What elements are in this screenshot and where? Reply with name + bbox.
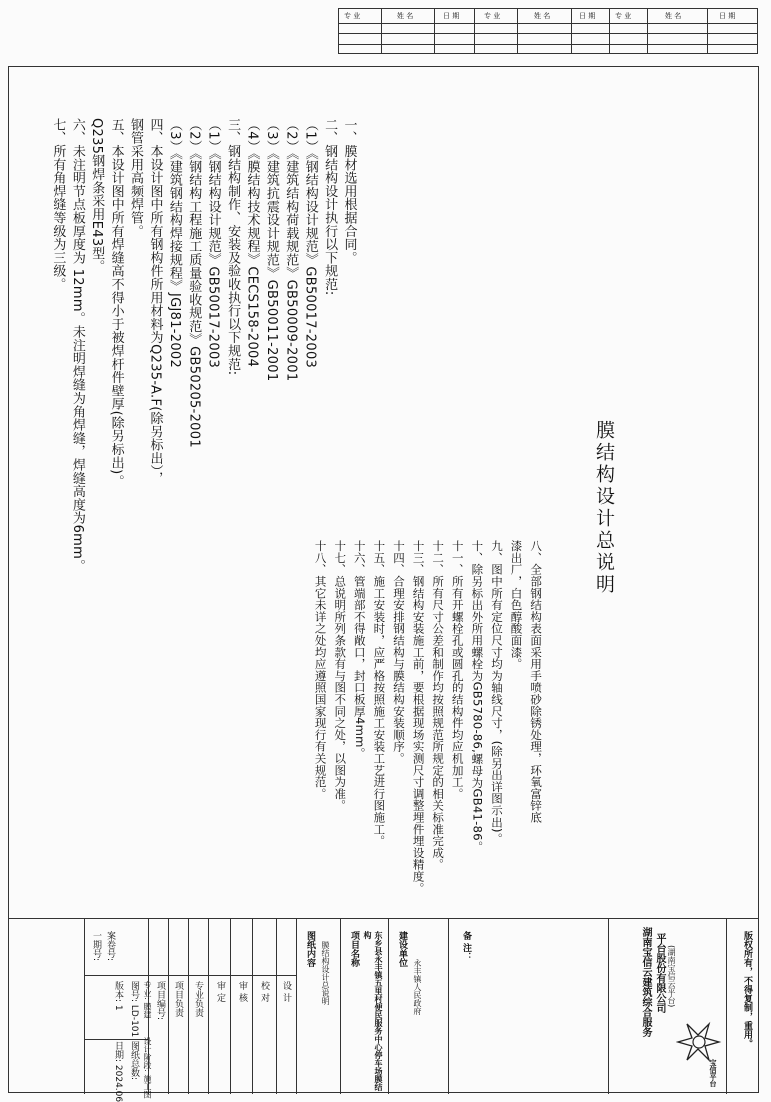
note-line: 十四、合理安排钢结构与膜结构安装顺序。	[391, 540, 406, 765]
phase-label: 一期号:	[91, 931, 101, 962]
note-line: 十五、施工安装时，应严格按照施工安装工艺进行图施工。	[372, 540, 387, 847]
note-line: 十八、其它未详之处均应遵照国家现行有关规范。	[313, 540, 328, 800]
company-sub: (湖南宝信云平台)	[667, 945, 676, 1008]
title-block	[8, 918, 759, 1102]
file-no-label: 案卷号:	[105, 931, 115, 962]
role-label: 审 定	[215, 981, 225, 1002]
note-line: 钢管采用高频焊管。	[128, 118, 144, 238]
drawing-total: 图纸总数:	[129, 1041, 139, 1081]
note-line: 漆出厂，白色醇酸面漆。	[509, 540, 524, 670]
sig-header: 专 业	[484, 12, 501, 20]
sig-header: 专 业	[344, 12, 361, 20]
note-line: 九、图中所有定位尺寸均为轴线尺寸，(除另出详图示出)。	[489, 540, 504, 845]
logo-text: 宝信平台	[709, 1059, 717, 1087]
owner-label: 建设单位	[397, 931, 407, 967]
project-no-label: 项目编号:	[155, 981, 165, 1021]
date: 日期: 2024.06	[113, 1041, 123, 1102]
note-line: 二、钢结构设计执行以下规范:	[322, 118, 338, 296]
note-line: 十一、所有开螺栓孔或圆孔的结构件均应机加工。	[450, 540, 465, 800]
design-stage: 设计阶段: 施工图	[143, 1037, 152, 1099]
note-line: 五、本设计图中所有焊缝高不得小于被焊杆件壁厚(除另标出)。	[108, 118, 124, 488]
note-line: （3）《建筑钢结构焊接规程》JGJ81-2002	[166, 118, 182, 369]
note-line: 十三、钢结构安装施工前，要根据现场实测尺寸调整埋件埋设精度。	[411, 540, 426, 894]
drawing-value: 膜结构设计总说明	[321, 941, 330, 1005]
note-line: 七、所有角焊缝等级为三级。	[50, 118, 66, 291]
note-line: （1）《钢结构设计规范》GB50017-2003	[205, 118, 221, 369]
note-line: （4）《膜结构技术规程》CECS158-2004	[244, 118, 260, 368]
copyright: 版权所有，不得复制，重用。	[742, 931, 752, 1048]
specialty-lead-label: 专业负责	[193, 981, 203, 1017]
note-line: 三、钢结构制作、安装及验收执行以下规范:	[225, 118, 241, 376]
note-line: （1）《钢结构设计规范》GB50017-2003	[302, 118, 318, 369]
signature-table	[338, 8, 758, 54]
note-line: 十二、所有尺寸公差和制作均按照规范所规定的相关标准完成。	[431, 540, 446, 871]
specialty: 专业: 膜建	[143, 981, 152, 1019]
sig-header: 专 业	[615, 12, 632, 20]
sig-header: 日 期	[719, 12, 736, 20]
page-title: 膜结构设计总说明	[593, 420, 615, 596]
role-label: 审 核	[237, 981, 247, 1002]
note-line: （3）《建筑抗震设计规范》GB50011-2001	[263, 118, 279, 382]
note-line: 一、膜材选用根据合同。	[341, 118, 357, 265]
note-line: Q235钢焊条采用E43型。	[89, 118, 105, 274]
notes-right	[310, 540, 545, 910]
owner-value: 永丰镇人民政府	[413, 959, 422, 1015]
project-lead-label: 项目负责	[173, 981, 183, 1017]
company-name-2: 平台股份有限公司	[654, 933, 665, 1013]
role-label: 设 计	[281, 981, 291, 1002]
note-line: 四、本设计图中所有钢构件所用材料为Q235-A.F(除另标出），	[147, 118, 163, 485]
version: 版本: 1	[113, 981, 123, 1011]
role-label: 校 对	[259, 981, 269, 1002]
sig-header: 日 期	[579, 12, 596, 20]
sig-header: 日 期	[443, 12, 460, 20]
note-line: 十六、管端部不得敞口，封口板厚4mm。	[352, 540, 367, 760]
sig-header: 姓 名	[534, 12, 551, 20]
project-value: 东乡县永丰镇五里村便民服务中心停车场膜结构	[363, 931, 383, 1091]
drawing-label: 图纸内容	[305, 931, 315, 967]
remarks-label: 备 注：	[461, 931, 471, 962]
sig-header: 姓 名	[665, 12, 682, 20]
project-label: 项目名称	[349, 931, 359, 967]
note-line: （2）《建筑结构荷载规范》GB50009-2001	[283, 118, 299, 382]
note-line: 十七、总说明所列条款有与图不同之处，以图为准。	[333, 540, 348, 812]
sig-header: 姓 名	[397, 12, 414, 20]
note-line: 八、全部钢结构表面采用手喷砂除锈处理，环氧富锌底	[529, 540, 544, 824]
note-line: 十、除另标出外所用螺栓为GB5780-86,螺母为GB41-86。	[470, 540, 485, 853]
company-name-1: 湖南宝信云建筑综合服务	[640, 927, 651, 1037]
drawing-no: 图号: LD-101	[129, 981, 139, 1038]
note-line: （2）《钢结构工程施工质量验收规范》GB50205-2001	[186, 118, 202, 448]
note-line: 六、未注明节点板厚度为 12mm。未注明焊缝为角焊缝，焊缝高度为6mm。	[69, 118, 85, 573]
